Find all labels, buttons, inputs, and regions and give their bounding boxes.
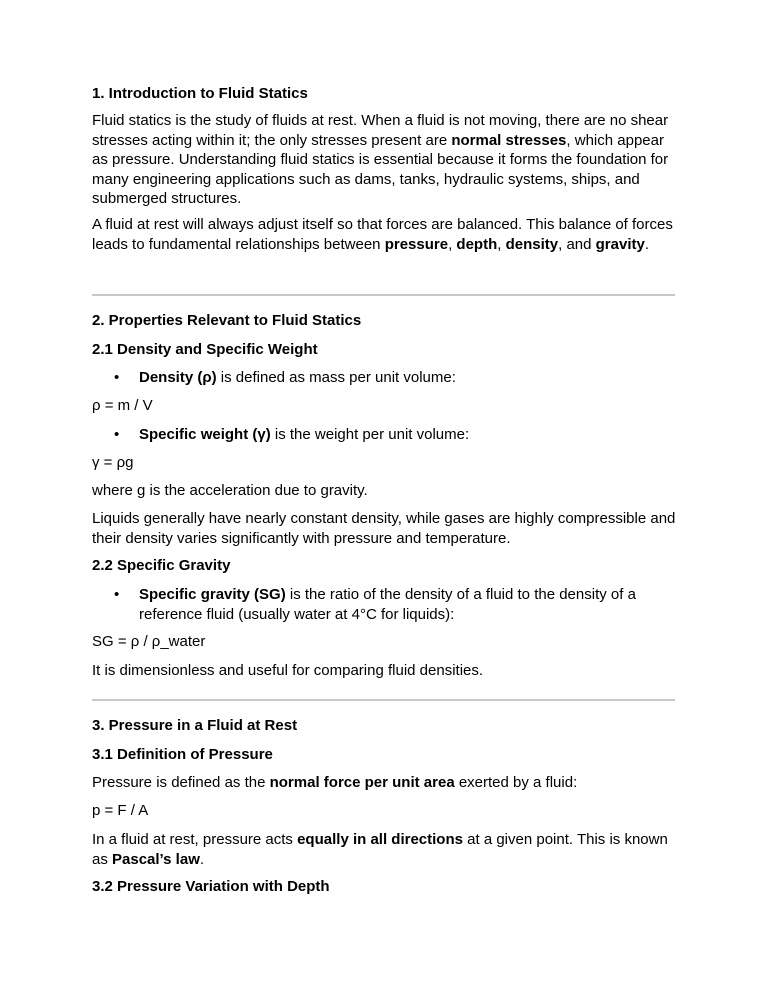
subsection-2-1-heading: 2.1 Density and Specific Weight bbox=[92, 341, 318, 358]
period: . bbox=[199, 850, 205, 868]
balance-text: A fluid at rest will always adjust itself so that forces are balanced. This balance of forces leads to fundamental relationships between bbox=[92, 216, 673, 253]
section-3-heading: 3. Pressure in a Fluid at Rest bbox=[92, 717, 298, 734]
specific-gravity-term: Specific gravity (SG) bbox=[139, 586, 286, 603]
equation-pressure: p = F / A bbox=[92, 802, 149, 819]
sep: , bbox=[448, 235, 457, 253]
subsection-3-2-heading: 3.2 Pressure Variation with Depth bbox=[92, 878, 330, 895]
density-desc: is defined as mass per unit volume: bbox=[216, 369, 456, 386]
divider-1 bbox=[92, 294, 675, 296]
density-term: Density (ρ) bbox=[139, 369, 217, 386]
bold-gravity: gravity bbox=[595, 235, 645, 253]
section-1-heading: 1. Introduction to Fluid Statics bbox=[92, 85, 308, 102]
bold-pascals-law: Pascal’s law bbox=[112, 850, 200, 868]
intro-text-a: Fluid statics is the study of fluids at rest. When a fluid is not moving, there are no shear stresses acting within it; the only stresses present are bbox=[92, 112, 669, 149]
bullet-icon: • bbox=[114, 586, 120, 603]
list-item-specific-gravity bbox=[139, 585, 669, 624]
divider-2 bbox=[92, 699, 675, 701]
section-2-heading: 2. Properties Relevant to Fluid Statics bbox=[92, 312, 362, 329]
bold-density: density bbox=[505, 235, 559, 253]
specific-gravity-desc: is the ratio of the density of a fluid to the density of a reference fluid (usually water at 4°C for liquids): bbox=[139, 586, 636, 623]
intro-paragraph bbox=[92, 111, 682, 209]
intro-bold-normal-stresses: normal stresses bbox=[451, 131, 567, 149]
subsection-2-2-heading: 2.2 Specific Gravity bbox=[92, 557, 231, 574]
pascal-paragraph bbox=[92, 830, 682, 869]
equation-specific-gravity: SG = ρ / ρ_water bbox=[92, 633, 206, 650]
equation-specific-weight: γ = ρg bbox=[92, 454, 134, 471]
definition-text-a: Pressure is defined as the bbox=[92, 774, 270, 791]
bold-pressure: pressure bbox=[384, 235, 449, 253]
subsection-3-1-heading: 3.1 Definition of Pressure bbox=[92, 746, 273, 763]
pascal-text-c: at a given point. This is known as bbox=[92, 831, 668, 868]
pressure-definition bbox=[92, 773, 682, 793]
definition-text-c: exerted by a fluid: bbox=[454, 774, 578, 791]
gravity-note: where g is the acceleration due to gravity. bbox=[92, 482, 368, 499]
specific-weight-term: Specific weight (γ) bbox=[139, 426, 271, 443]
dimensionless-note: It is dimensionless and useful for comparing fluid densities. bbox=[92, 662, 484, 679]
equation-density: ρ = m / V bbox=[92, 397, 153, 414]
bold-equal-directions: equally in all directions bbox=[297, 831, 463, 848]
balance-paragraph bbox=[92, 215, 682, 254]
bullet-icon: • bbox=[114, 426, 120, 443]
specific-weight-desc: is the weight per unit volume: bbox=[270, 426, 470, 443]
bold-normal-force: normal force per unit area bbox=[269, 774, 455, 791]
list-item-density bbox=[139, 368, 669, 388]
bold-depth: depth bbox=[456, 235, 498, 253]
bullet-icon: • bbox=[114, 369, 120, 386]
intro-text-c: , which appear as pressure. Understanding fluid statics is essential because it forms the foundation for many engineering applications such as dams, tanks, hydraulic systems, ships, and submerged structures. bbox=[92, 131, 669, 207]
list-item-specific-weight bbox=[139, 425, 669, 445]
pascal-text-a: In a fluid at rest, pressure acts bbox=[92, 831, 298, 848]
sep: , and bbox=[558, 235, 596, 253]
sep: , bbox=[497, 235, 506, 253]
compressibility-paragraph: Liquids generally have nearly constant density, while gases are highly compressible and their density varies significantly with pressure and temperature. bbox=[92, 510, 676, 547]
period: . bbox=[644, 235, 650, 253]
